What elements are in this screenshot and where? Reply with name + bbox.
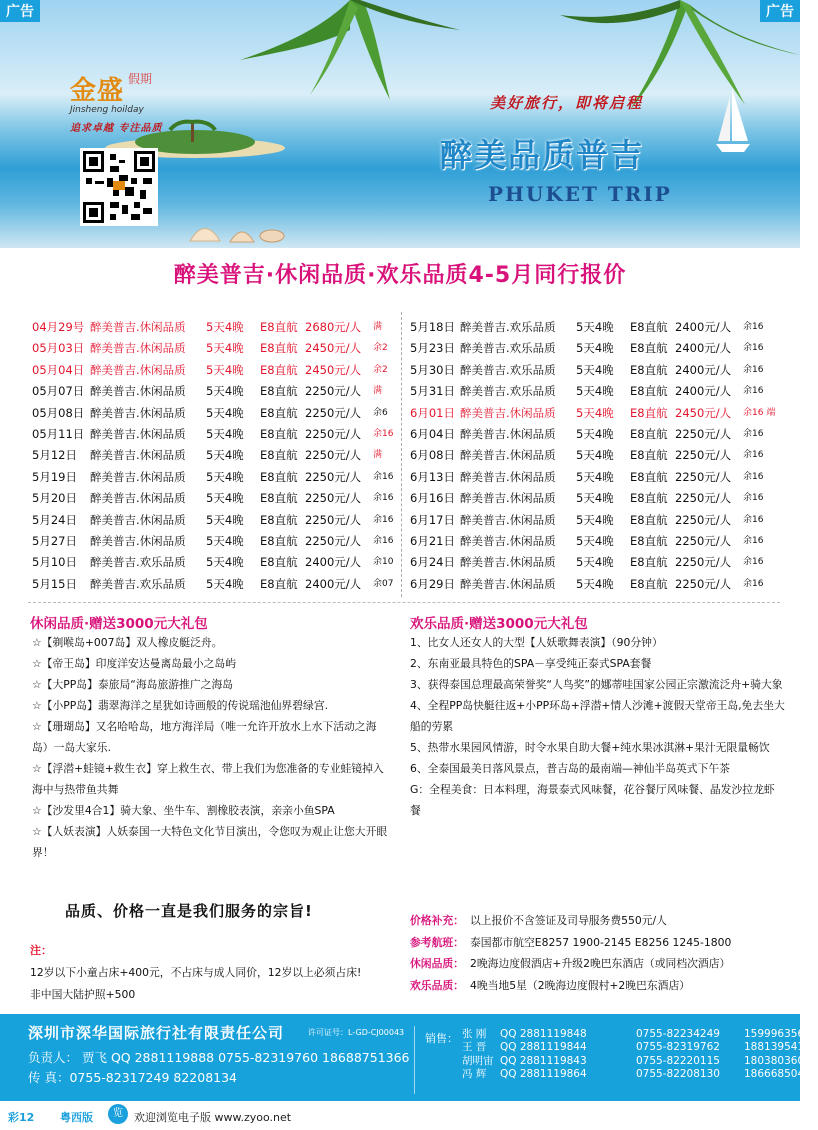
seats-remaining: 余16 xyxy=(743,471,764,482)
departure-date: 6月08日 xyxy=(410,448,455,463)
product-name: 醉美普吉.休闲品质 xyxy=(90,426,186,441)
seats-remaining: 余16 xyxy=(743,428,764,439)
trip-length: 5天4晚 xyxy=(206,384,244,399)
info-label: 休闲品质： xyxy=(410,957,464,970)
brand-logo xyxy=(70,70,162,134)
sales-qq: QQ 2881119844 xyxy=(500,1041,587,1054)
product-name: 醉美普吉.休闲品质 xyxy=(460,491,556,506)
seats-remaining: 余16 xyxy=(373,471,394,482)
seats-remaining: 满 xyxy=(373,450,383,461)
license-number: 许可证号：L-GD-CJ00043 xyxy=(308,1028,405,1037)
airline: E8直航 xyxy=(260,341,298,356)
schedule-row[interactable] xyxy=(410,445,790,466)
departure-date: 6月21日 xyxy=(410,533,455,548)
seats-remaining: 余16 xyxy=(743,364,764,375)
seats-remaining: 余16 xyxy=(743,514,764,525)
logo-slogan: 追求卓越 专注品质 xyxy=(70,123,163,134)
product-name: 醉美普吉.休闲品质 xyxy=(90,533,186,548)
trip-length: 5天4晚 xyxy=(206,491,244,506)
seats-remaining: 余16 端 xyxy=(743,407,776,418)
product-name: 醉美普吉.休闲品质 xyxy=(90,448,186,463)
package-item: ☆【小PP岛】翡翠海洋之星犹如诗画般的传说瑶池仙界碧绿宫. xyxy=(32,699,329,712)
sales-label: 销售： xyxy=(425,1032,458,1045)
price: 2250元/人 xyxy=(675,491,732,506)
product-name: 醉美普吉.休闲品质 xyxy=(460,512,556,527)
airline: E8直航 xyxy=(260,469,298,484)
price: 2250元/人 xyxy=(305,448,362,463)
airline: E8直航 xyxy=(630,576,668,591)
price: 2250元/人 xyxy=(305,426,362,441)
trip-length: 5天4晚 xyxy=(576,555,614,570)
trip-length: 5天4晚 xyxy=(576,512,614,527)
joy-package-list xyxy=(410,632,785,821)
info-row xyxy=(410,975,790,997)
sales-qq: QQ 2881119843 xyxy=(500,1054,587,1067)
departure-date: 05月04日 xyxy=(32,362,85,377)
seats-remaining: 余16 xyxy=(373,493,394,504)
hero-tagline: 美好旅行，即将启程 xyxy=(490,94,644,112)
product-name: 醉美普吉.休闲品质 xyxy=(90,362,186,377)
departure-date: 5月20日 xyxy=(32,491,77,506)
airline: E8直航 xyxy=(630,362,668,377)
sales-qq: QQ 2881119864 xyxy=(500,1068,587,1081)
package-item: 1、比女人还女人的大型【人妖歌舞表演】（90分钟） xyxy=(410,636,663,649)
sales-name: 张 刚 xyxy=(462,1028,487,1040)
airline: E8直航 xyxy=(260,533,298,548)
seats-remaining: 余16 xyxy=(373,428,394,439)
trip-length: 5天4晚 xyxy=(576,405,614,420)
sales-mobile: 15999635667 xyxy=(744,1028,818,1040)
product-name: 醉美普吉.休闲品质 xyxy=(460,405,556,420)
seats-remaining: 余16 xyxy=(743,493,764,504)
departure-date: 05月11日 xyxy=(32,426,85,441)
edition-label: 粤西版 xyxy=(60,1111,93,1124)
package-item: ☆【帝王岛】印度洋安达曼离岛最小之岛屿 xyxy=(32,657,237,670)
package-item: 3、获得泰国总理最高荣誉奖“人鸟奖”的娜蒂哇国家公园正宗激流泛舟+骑大象 xyxy=(410,678,783,691)
seats-remaining: 余16 xyxy=(743,386,764,397)
airline: E8直航 xyxy=(630,341,668,356)
schedule-row[interactable] xyxy=(32,510,402,531)
airline: E8直航 xyxy=(630,555,668,570)
seats-remaining: 余2 xyxy=(373,343,388,354)
departure-date: 5月30日 xyxy=(410,362,455,377)
trip-length: 5天4晚 xyxy=(206,533,244,548)
contact-block xyxy=(28,1048,410,1088)
price: 2400元/人 xyxy=(675,362,732,377)
schedule-row[interactable] xyxy=(32,424,402,445)
schedule-row[interactable] xyxy=(410,360,790,381)
price: 2450元/人 xyxy=(305,362,362,377)
price: 2400元/人 xyxy=(305,555,362,570)
departure-date: 6月24日 xyxy=(410,555,455,570)
product-name: 醉美普吉.休闲品质 xyxy=(460,426,556,441)
airline: E8直航 xyxy=(630,405,668,420)
price: 2680元/人 xyxy=(305,320,362,334)
price: 2250元/人 xyxy=(675,469,732,484)
schedule-row[interactable] xyxy=(32,338,402,359)
price: 2250元/人 xyxy=(675,426,732,441)
package-item: ☆【大PP岛】泰旅局“海岛旅游推广之海岛 xyxy=(32,678,234,691)
hero-banner xyxy=(0,0,800,248)
departure-date: 6月29日 xyxy=(410,576,455,591)
service-slogan: 品质、价格一直是我们服务的宗旨! xyxy=(65,902,313,920)
trip-length: 5天4晚 xyxy=(576,491,614,506)
trip-length: 5天4晚 xyxy=(576,341,614,356)
schedule-row[interactable] xyxy=(410,488,790,509)
departure-date: 05月07日 xyxy=(32,384,85,399)
sales-name: 王 晋 xyxy=(462,1041,487,1054)
schedule-left-list xyxy=(32,317,402,595)
product-name: 醉美普吉.休闲品质 xyxy=(90,469,186,484)
price: 2250元/人 xyxy=(305,384,362,399)
info-value: 以上报价不含签证及司导服务费550元/人 xyxy=(469,914,667,927)
departure-date: 5月10日 xyxy=(32,555,77,570)
departure-date: 05月03日 xyxy=(32,341,85,356)
airline: E8直航 xyxy=(260,362,298,377)
sales-phone: 0755-82208130 xyxy=(636,1068,720,1081)
product-name: 醉美普吉.休闲品质 xyxy=(90,341,186,356)
sales-qq: QQ 2881119848 xyxy=(500,1028,587,1040)
sales-phone: 0755-82220115 xyxy=(636,1054,720,1067)
departure-date: 5月12日 xyxy=(32,448,77,463)
package-item: 2、东南亚最具特色的SPA－享受纯正泰式SPA套餐 xyxy=(410,657,652,670)
product-name: 醉美普吉.欢乐品质 xyxy=(460,362,556,377)
product-name: 醉美普吉.休闲品质 xyxy=(460,533,556,548)
info-value: 泰国都市航空E8257 1900-2145 E8256 1245-1800 xyxy=(469,935,732,949)
note-line: 12岁以下小童占床+400元，不占床与成人同价，12岁以上必须占床! xyxy=(30,966,362,979)
trip-length: 5天4晚 xyxy=(576,426,614,441)
footer-divider xyxy=(414,1026,415,1094)
price: 2400元/人 xyxy=(675,341,732,356)
leisure-package-title: 休闲品质·赠送3000元大礼包 xyxy=(30,616,208,632)
product-name: 醉美普吉.欢乐品质 xyxy=(90,576,186,591)
page-number: 彩12 xyxy=(8,1111,35,1124)
info-row xyxy=(410,910,790,932)
seats-remaining: 余16 xyxy=(743,578,764,589)
price: 2400元/人 xyxy=(675,384,732,399)
trip-length: 5天4晚 xyxy=(206,405,244,420)
seats-remaining: 余16 xyxy=(743,535,764,546)
schedule-row[interactable] xyxy=(32,445,402,466)
info-label: 参考航班： xyxy=(410,935,464,949)
schedule-row[interactable] xyxy=(410,381,790,402)
package-item: ☆【珊瑚岛】又名哈哈岛，地方海洋局（唯一允许开放水上水下活动之海岛）一岛大家乐. xyxy=(32,720,377,754)
hero-subtitle: PHUKET TRIP xyxy=(488,182,672,206)
logo-main-text: 金盛 xyxy=(70,76,125,106)
product-name: 醉美普吉.休闲品质 xyxy=(90,320,186,334)
schedule-row[interactable] xyxy=(32,360,402,381)
price: 2450元/人 xyxy=(675,405,732,420)
price: 2250元/人 xyxy=(675,533,732,548)
price: 2250元/人 xyxy=(305,512,362,527)
seats-remaining: 余16 xyxy=(373,535,394,546)
notes-list xyxy=(30,962,400,1006)
schedule-row[interactable] xyxy=(410,424,790,445)
trip-length: 5天4晚 xyxy=(206,362,244,377)
info-row xyxy=(410,953,790,975)
sailboat-graphic xyxy=(712,86,752,156)
trip-length: 5天4晚 xyxy=(576,384,614,399)
product-name: 醉美普吉.欢乐品质 xyxy=(460,384,556,399)
seats-remaining: 余16 xyxy=(743,450,764,461)
sales-contact-row xyxy=(462,1041,818,1054)
product-name: 醉美普吉.休闲品质 xyxy=(460,576,556,591)
section-divider xyxy=(28,602,780,603)
price: 2400元/人 xyxy=(675,320,732,334)
schedule-row[interactable] xyxy=(32,531,402,552)
trip-length: 5天4晚 xyxy=(206,341,244,356)
product-name: 醉美普吉.休闲品质 xyxy=(90,512,186,527)
e-edition-badge-icon: 览 xyxy=(108,1104,128,1124)
sales-contact-row xyxy=(462,1055,818,1068)
departure-date: 5月19日 xyxy=(32,469,77,484)
seats-remaining: 余16 xyxy=(743,557,764,568)
airline: E8直航 xyxy=(260,384,298,399)
departure-date: 5月23日 xyxy=(410,341,455,356)
note-line: 非中国大陆护照+500 xyxy=(30,988,136,1001)
airline: E8直航 xyxy=(630,469,668,484)
airline: E8直航 xyxy=(260,320,298,334)
package-item: 6、全泰国最美日落风景点，普吉岛的最南端—神仙半岛英式下午茶 xyxy=(410,762,730,775)
seats-remaining: 余16 xyxy=(743,322,764,332)
trip-length: 5天4晚 xyxy=(206,555,244,570)
product-name: 醉美普吉.休闲品质 xyxy=(460,555,556,570)
product-name: 醉美普吉.休闲品质 xyxy=(90,405,186,420)
trip-length: 5天4晚 xyxy=(576,448,614,463)
price: 2250元/人 xyxy=(305,469,362,484)
price: 2450元/人 xyxy=(305,341,362,356)
seats-remaining: 余2 xyxy=(373,364,388,375)
package-item: 4、全程PP岛快艇往返+小PP环岛+浮潜+情人沙滩+渡假天堂帝王岛,免去坐大船的劳累 xyxy=(410,699,785,733)
airline: E8直航 xyxy=(630,491,668,506)
trip-length: 5天4晚 xyxy=(206,469,244,484)
product-name: 醉美普吉.休闲品质 xyxy=(460,469,556,484)
schedule-row[interactable] xyxy=(32,381,402,402)
palm-leaf-left-graphic xyxy=(240,0,460,110)
sales-phone: 0755-82234249 xyxy=(636,1028,720,1040)
seats-remaining: 余10 xyxy=(373,557,394,568)
schedule-row[interactable] xyxy=(410,317,790,338)
product-name: 醉美普吉.欢乐品质 xyxy=(460,320,556,334)
schedule-row[interactable] xyxy=(32,317,402,338)
sales-list xyxy=(462,1028,818,1082)
seats-remaining: 满 xyxy=(373,322,383,332)
schedule-row[interactable] xyxy=(32,403,402,424)
departure-date: 6月13日 xyxy=(410,469,455,484)
trip-length: 5天4晚 xyxy=(206,448,244,463)
seats-remaining: 余16 xyxy=(373,514,394,525)
contact-footer xyxy=(0,1014,818,1101)
ad-label-left: 广告 xyxy=(0,0,40,22)
schedule-row[interactable] xyxy=(410,338,790,359)
airline: E8直航 xyxy=(260,448,298,463)
product-name: 醉美普吉.休闲品质 xyxy=(460,448,556,463)
departure-date: 5月24日 xyxy=(32,512,77,527)
trip-length: 5天4晚 xyxy=(576,469,614,484)
company-name: 深圳市深华国际旅行社有限责任公司 xyxy=(28,1024,285,1042)
package-item: ☆【人妖表演】人妖泰国一大特色文化节目演出，令您叹为观止让您大开眼界！ xyxy=(32,825,388,859)
package-item: ☆【浮潜+蛙镜+救生衣】穿上救生衣、带上我们为您准备的专业蛙镜掉入海中与热带鱼共舞 xyxy=(32,762,384,796)
page-bottom-bar xyxy=(0,1101,800,1130)
schedule-row[interactable] xyxy=(410,574,790,595)
logo-english-text: Jinsheng hoilday xyxy=(70,105,144,115)
sales-mobile: 18666850403 xyxy=(744,1068,818,1081)
trip-length: 5天4晚 xyxy=(206,512,244,527)
departure-date: 6月04日 xyxy=(410,426,455,441)
sales-mobile: 18813954171 xyxy=(744,1041,818,1054)
price: 2250元/人 xyxy=(675,512,732,527)
schedule-row[interactable] xyxy=(410,531,790,552)
package-item: G：全程美食：日本料理，海景泰式风味餐，花谷餐厅风味餐、晶发沙拉龙虾餐 xyxy=(410,783,775,817)
departure-date: 04月29号 xyxy=(32,320,85,334)
trip-length: 5天4晚 xyxy=(206,576,244,591)
sales-phone: 0755-82319762 xyxy=(636,1041,720,1054)
contact-fax: 传 真：0755-82317249 82208134 xyxy=(28,1070,238,1085)
airline: E8直航 xyxy=(260,555,298,570)
schedule-row[interactable] xyxy=(32,488,402,509)
airline: E8直航 xyxy=(260,405,298,420)
product-name: 醉美普吉.休闲品质 xyxy=(90,384,186,399)
price: 2250元/人 xyxy=(305,533,362,548)
e-edition-link[interactable]: 欢迎浏览电子版 www.zyoo.net xyxy=(134,1111,292,1124)
departure-date: 6月17日 xyxy=(410,512,455,527)
product-name: 醉美普吉.欢乐品质 xyxy=(90,555,186,570)
schedule-row[interactable] xyxy=(32,574,402,595)
trip-length: 5天4晚 xyxy=(206,320,244,334)
sales-contact-row xyxy=(462,1068,818,1081)
main-headline: 醉美普吉·休闲品质·欢乐品质4-5月同行报价 xyxy=(173,263,627,288)
price: 2250元/人 xyxy=(305,491,362,506)
info-value: 2晚海边度假酒店+升级2晚巴东酒店（或同档次酒店） xyxy=(469,957,731,970)
departure-date: 05月08日 xyxy=(32,405,85,420)
airline: E8直航 xyxy=(630,426,668,441)
schedule-row[interactable] xyxy=(410,467,790,488)
trip-length: 5天4晚 xyxy=(576,320,614,334)
package-item: ☆【剃喉岛+007岛】双人橡皮艇泛舟。 xyxy=(32,636,223,649)
price: 2250元/人 xyxy=(675,555,732,570)
departure-date: 6月16日 xyxy=(410,491,455,506)
trip-length: 5天4晚 xyxy=(576,362,614,377)
schedule-right-list xyxy=(410,317,790,595)
departure-date: 5月15日 xyxy=(32,576,77,591)
joy-package-title: 欢乐品质·赠送3000元大礼包 xyxy=(410,616,588,632)
sales-mobile: 18038036070 xyxy=(744,1054,818,1067)
package-item: 5、热带水果园风情游，时令水果自助大餐+纯水果冰淇淋+果汁无限量畅饮 xyxy=(410,741,770,754)
airline: E8直航 xyxy=(260,576,298,591)
sales-name: 胡明宙 xyxy=(462,1054,494,1067)
seats-remaining: 余6 xyxy=(373,407,388,418)
airline: E8直航 xyxy=(260,512,298,527)
hero-title: 醉美品质普吉 xyxy=(440,136,645,174)
airline: E8直航 xyxy=(630,512,668,527)
airline: E8直航 xyxy=(630,533,668,548)
logo-sub-text: 假期 xyxy=(128,72,153,86)
seats-remaining: 满 xyxy=(373,386,383,397)
airline: E8直航 xyxy=(260,426,298,441)
price: 2250元/人 xyxy=(675,448,732,463)
package-item: ☆【沙发里4合1】骑大象、坐牛车、割橡胶表演，亲亲小鱼SPA xyxy=(32,804,335,817)
qr-code-icon[interactable] xyxy=(80,148,158,226)
ad-label-right: 广告 xyxy=(760,0,800,22)
schedule-row[interactable] xyxy=(410,552,790,573)
sales-name: 冯 辉 xyxy=(462,1068,487,1081)
contact-person: 负责人： 贾飞 QQ 2881119888 0755-82319760 18688751366 xyxy=(28,1050,410,1065)
leisure-package-list xyxy=(32,632,392,863)
trip-length: 5天4晚 xyxy=(576,533,614,548)
seashell-graphic xyxy=(180,216,290,246)
airline: E8直航 xyxy=(630,448,668,463)
airline: E8直航 xyxy=(260,491,298,506)
departure-date: 6月01日 xyxy=(410,405,455,420)
trip-length: 5天4晚 xyxy=(206,426,244,441)
product-name: 醉美普吉.欢乐品质 xyxy=(460,341,556,356)
trip-length: 5天4晚 xyxy=(576,576,614,591)
product-name: 醉美普吉.休闲品质 xyxy=(90,491,186,506)
airline: E8直航 xyxy=(630,320,668,334)
seats-remaining: 余16 xyxy=(743,343,764,354)
info-label: 价格补充： xyxy=(410,914,464,927)
departure-date: 5月18日 xyxy=(410,320,455,334)
price: 2250元/人 xyxy=(305,405,362,420)
info-label: 欢乐品质： xyxy=(410,978,464,992)
airline: E8直航 xyxy=(630,384,668,399)
schedule-row[interactable] xyxy=(410,510,790,531)
sales-contact-row xyxy=(462,1028,818,1041)
price: 2400元/人 xyxy=(305,576,362,591)
info-row xyxy=(410,932,790,954)
notes-title: 注： xyxy=(30,944,52,957)
info-list xyxy=(410,910,790,996)
price: 2250元/人 xyxy=(675,576,732,591)
departure-date: 5月31日 xyxy=(410,384,455,399)
schedule-row[interactable] xyxy=(410,403,790,424)
schedule-row[interactable] xyxy=(32,467,402,488)
info-value: 4晚当地5星（2晚海边度假村+2晚巴东酒店） xyxy=(469,978,691,992)
departure-date: 5月27日 xyxy=(32,533,77,548)
seats-remaining: 余07 xyxy=(373,578,394,589)
schedule-row[interactable] xyxy=(32,552,402,573)
column-divider xyxy=(401,312,402,597)
